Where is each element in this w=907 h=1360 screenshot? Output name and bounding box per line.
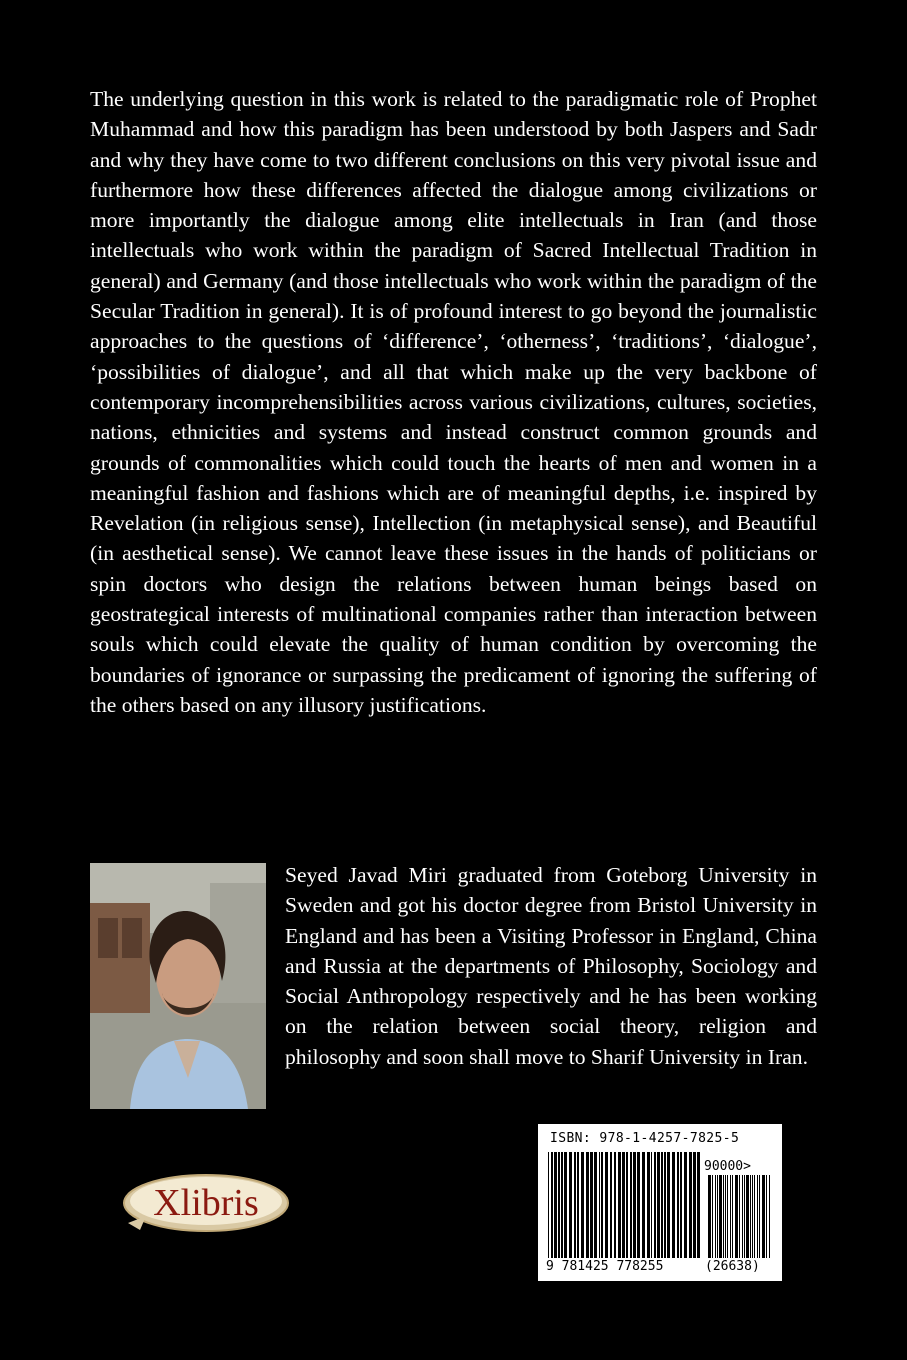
barcode-bar: [735, 1175, 738, 1258]
barcode-bar: [569, 1152, 572, 1258]
barcode-bar: [759, 1175, 760, 1258]
barcode-bar: [664, 1152, 666, 1258]
barcode-bar: [667, 1152, 670, 1258]
barcode-bar: [614, 1152, 616, 1258]
barcode-bar: [561, 1152, 563, 1258]
barcode-bar: [590, 1152, 593, 1258]
barcode-bar: [574, 1152, 576, 1258]
barcode-bar: [754, 1175, 755, 1258]
barcode-bar: [626, 1152, 628, 1258]
barcode-bar: [605, 1152, 608, 1258]
barcode-bar: [637, 1152, 640, 1258]
barcode-bar: [622, 1152, 625, 1258]
barcode-bar: [647, 1152, 650, 1258]
barcode-bar: [680, 1152, 682, 1258]
barcode-bar: [723, 1175, 724, 1258]
barcode-bar: [558, 1152, 560, 1258]
barcode-bar: [618, 1152, 621, 1258]
barcode-bar: [739, 1175, 740, 1258]
ean-bars: [548, 1152, 700, 1258]
barcode-bar: [766, 1175, 767, 1258]
addon-digits: (26638): [705, 1259, 760, 1274]
barcode-bar: [730, 1175, 731, 1258]
barcode-bar: [715, 1175, 716, 1258]
barcode-bar: [708, 1175, 711, 1258]
barcode-bar: [697, 1152, 700, 1258]
barcode-bar: [630, 1152, 632, 1258]
barcode-bar: [752, 1175, 753, 1258]
barcode-bar: [610, 1152, 612, 1258]
barcode-bar: [654, 1152, 656, 1258]
barcode-bar: [594, 1152, 597, 1258]
barcode-bar: [732, 1175, 733, 1258]
barcode-bar: [762, 1175, 765, 1258]
addon-bars: [708, 1175, 772, 1258]
barcode-bar: [742, 1175, 743, 1258]
barcode-bar: [725, 1175, 726, 1258]
barcode-bar: [581, 1152, 584, 1258]
barcode-bar: [564, 1152, 567, 1258]
barcode-bar: [554, 1152, 557, 1258]
barcode-bar: [719, 1175, 722, 1258]
ean-digits: 9 781425 778255: [546, 1259, 664, 1274]
barcode-bar: [586, 1152, 589, 1258]
xlibris-logo: [118, 1168, 290, 1238]
author-photo: [90, 863, 266, 1109]
barcode-bar: [746, 1175, 749, 1258]
barcode-bar: [677, 1152, 679, 1258]
barcode-bar: [744, 1175, 745, 1258]
isbn-barcode: [538, 1124, 782, 1281]
barcode-bar: [750, 1175, 751, 1258]
barcode-bar: [633, 1152, 636, 1258]
logo-wordmark: Xlibris: [153, 1182, 259, 1224]
barcode-bar: [599, 1152, 600, 1258]
barcode-bar: [727, 1175, 728, 1258]
barcode-bar: [548, 1152, 549, 1258]
barcode-bar: [684, 1152, 687, 1258]
author-bio: Seyed Javad Miri graduated from Goteborg University in Sweden and got his doctor degree from Bristol University in England and has been a Visiting Professor in England, China and Russia at the departments of Philosophy, Sociology and Social Anthropology respectively and he has been working on the relation between social theory, religion and philosophy and soon shall move to Sharif University in Iran.: [285, 863, 817, 1069]
barcode-bar: [657, 1152, 660, 1258]
barcode-bar: [642, 1152, 645, 1258]
barcode-bar: [693, 1152, 696, 1258]
barcode-bar: [672, 1152, 675, 1258]
barcode-bar: [757, 1175, 758, 1258]
barcode-bar: [601, 1152, 603, 1258]
price-code: 90000>: [704, 1159, 751, 1174]
barcode-bar: [651, 1152, 652, 1258]
isbn-label: ISBN: 978-1-4257-7825-5: [550, 1131, 740, 1146]
back-cover-blurb: The underlying question in this work is related to the paradigmatic role of Prophet Muhammad and how this paradigm has been understood by both Jaspers and Sadr and why they have come to two different conclusions on this very pivotal issue and furthermore how these differences affected the dialogue among civilizations or more importantly the dialogue among elite intellectuals in Iran (and those intellectuals who work within the paradigm of Sacred Intellectual Tradition in general) and Germany (and those intellectuals who work within the paradigm of the Secular Tradition in general). It is of profound interest to go beyond the journalistic approaches to the questions of ‘difference’, ‘otherness’, ‘traditions’, ‘dialogue’, ‘possibilities of dialogue’, and all that which make up the very backbone of contemporary incomprehensibilities across various civilizations, cultures, societies, nations, ethnicities and systems and instead construct common grounds and grounds of commonalities which could touch the hearts of men and women in a meaningful fashion and fashions which are of meaningful depths, i.e. inspired by Revelation (in religious sense), Intellection (in metaphysical sense), and Beautiful (in aesthetical sense). We cannot leave these issues in the hands of politicians or spin doctors who design the relations between human beings based on geostrategical interests of multinational companies rather than interaction between souls which could elevate the quality of human condition by overcoming the boundaries of ignorance or surpassing the predicament of ignoring the suffering of the others based on any illusory justifications.: [90, 87, 817, 717]
barcode-bar: [717, 1175, 718, 1258]
barcode-bar: [577, 1152, 579, 1258]
barcode-bar: [712, 1175, 713, 1258]
barcode-bar: [689, 1152, 692, 1258]
barcode-bar: [661, 1152, 663, 1258]
barcode-bar: [551, 1152, 553, 1258]
barcode-bar: [769, 1175, 770, 1258]
